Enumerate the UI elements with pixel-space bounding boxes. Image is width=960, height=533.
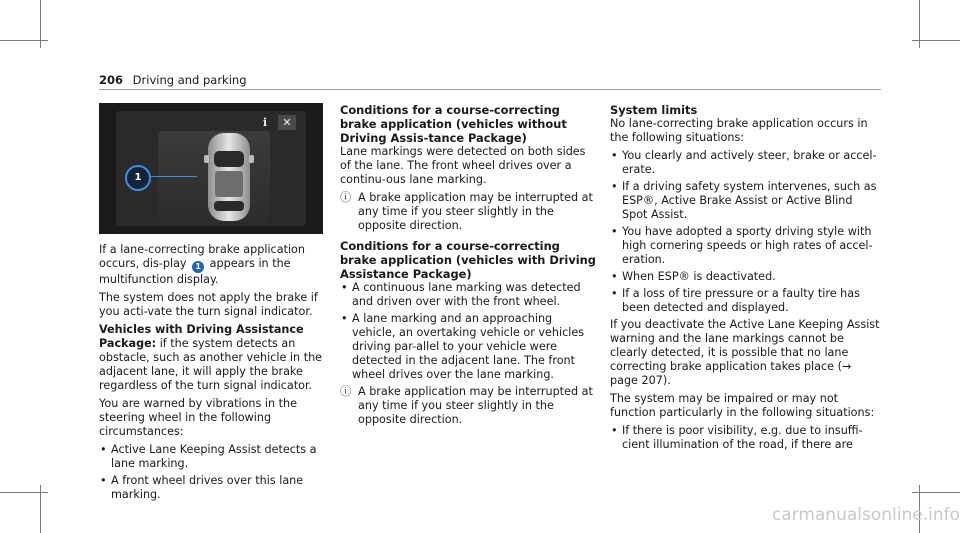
- section-heading: Conditions for a course-correcting brake application (vehicles with Driving Assistance Package): [340, 239, 596, 281]
- paragraph: The system may be impaired or may not function particularly in the following situations:: [610, 392, 875, 419]
- paragraph: Vehicles with Driving Assistance Package: if the system detects an obstacle, such as another vehicle in the adjacent lane, it will apply the brake regardless of the turn signal indicator.: [99, 323, 323, 392]
- note-icon: ⓘ: [340, 385, 352, 398]
- bullet-list: [610, 424, 880, 452]
- list-item: • A continuous lane marking was detected and driven over with the front wheel.: [340, 281, 596, 309]
- bullet-list: [340, 281, 596, 382]
- vehicle-icon: [202, 129, 256, 225]
- paragraph: You are warned by vibrations in the steering wheel in the following circumstances:: [99, 397, 298, 438]
- column-1: [99, 103, 323, 505]
- header-divider: [99, 89, 881, 90]
- column-2: [340, 103, 596, 433]
- crop-mark: [0, 492, 48, 493]
- note-icon: ⓘ: [340, 191, 352, 204]
- list-item: • If a loss of tire pressure or a faulty tire has been detected and displayed.: [610, 287, 880, 315]
- section-heading: Conditions for a course-correcting brake application (vehicles without Driving Assis-tance Package): [340, 103, 567, 145]
- info-icon: i: [262, 116, 268, 129]
- close-icon: ✕: [278, 115, 296, 130]
- column-3: [610, 103, 880, 455]
- page-header: [99, 73, 881, 87]
- list-item: • You clearly and actively steer, brake or accel-erate.: [610, 149, 880, 177]
- paragraph: No lane-correcting brake application occurs in the following situations:: [610, 117, 868, 144]
- callout-badge: 1: [125, 165, 151, 191]
- display-illustration: [99, 103, 323, 234]
- paragraph: The system does not apply the brake if you acti-vate the turn signal indicator.: [99, 291, 318, 318]
- list-item: • If there is poor visibility, e.g. due to insuffi-cient illumination of the road, if there are: [610, 424, 880, 452]
- list-item: • Active Lane Keeping Assist detects a lane marking.: [99, 443, 323, 471]
- paragraph: If a lane-correcting brake application occurs, dis-play 1 appears in the multifunction display.: [99, 243, 305, 286]
- crop-mark: [912, 40, 960, 41]
- watermark: carmanualsonline.info: [771, 505, 960, 525]
- paragraph: If you deactivate the Active Lane Keeping Assist warning and the lane markings cannot be clearly detected, it is possible that no lane correcting brake application takes place (→ page 207).: [610, 318, 880, 387]
- callout-line: [151, 176, 197, 177]
- crop-mark: [912, 492, 960, 493]
- list-item: • A front wheel drives over this lane marking.: [99, 474, 323, 502]
- list-item: • If a driving safety system intervenes, such as ESP®, Active Brake Assist or Active Blind Spot Assist.: [610, 180, 880, 222]
- section-heading: System limits: [610, 103, 698, 117]
- bullet-list: [610, 149, 880, 315]
- paragraph: Lane markings were detected on both sides of the lane. The front wheel drives over a continu-ous lane marking.: [340, 145, 586, 186]
- list-item: • A lane marking and an approaching vehicle, an overtaking vehicle or vehicles driving par-allel to your vehicle were detected in the adjacent lane. The front wheel drives over the lane marking.: [340, 312, 596, 382]
- crop-mark: [0, 40, 48, 41]
- list-item: • You have adopted a sporty driving style with high cornering speeds or high rates of accel-eration.: [610, 225, 880, 267]
- note: ⓘ A brake application may be interrupted at any time if you steer slightly in the opposite direction.: [340, 191, 593, 232]
- multifunction-display: [116, 111, 306, 226]
- section-title: Driving and parking: [132, 73, 247, 87]
- callout-badge: 1: [192, 261, 204, 273]
- page-number: 206: [99, 73, 124, 87]
- display-toolbar: [256, 115, 296, 130]
- note: ⓘ A brake application may be interrupted at any time if you steer slightly in the opposite direction.: [340, 385, 593, 426]
- list-item: • When ESP® is deactivated.: [610, 270, 880, 284]
- bullet-list: [99, 443, 323, 502]
